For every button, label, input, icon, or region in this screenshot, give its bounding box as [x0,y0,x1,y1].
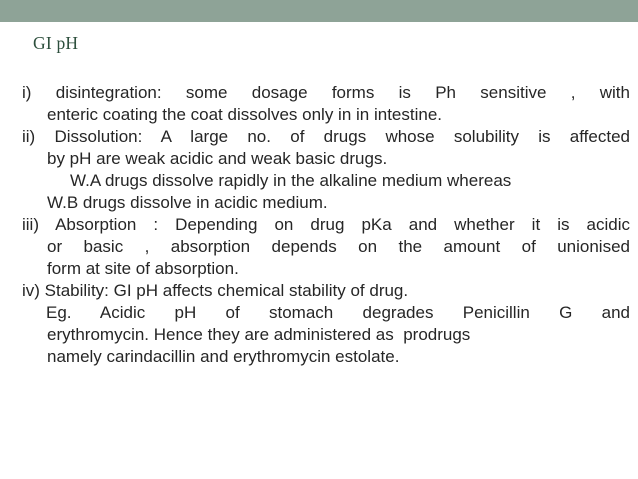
body-line: W.A drugs dissolve rapidly in the alkaline medium whereas [70,171,512,190]
body-line: enteric coating the coat dissolves only in in intestine. [47,105,443,124]
body-line: iii) Absorption : Depending on drug pKa and whether it is acidic [22,215,630,234]
body-line: form at site of absorption. [47,259,239,278]
body-line: W.B drugs dissolve in acidic medium. [47,193,328,212]
body-line: by pH are weak acidic and weak basic drugs. [47,149,388,168]
body-line: namely carindacillin and erythromycin estolate. [47,347,400,366]
body-line: ii) Dissolution: A large no. of drugs whose solubility is affected [22,127,630,146]
body-line: erythromycin. Hence they are administered as prodrugs [47,325,471,344]
body-line: iv) Stability: GI pH affects chemical stability of drug. [22,281,409,300]
slide-title: GI pH [33,33,79,53]
header-bar [0,0,638,22]
body-line: or basic , absorption depends on the amount of unionised [47,237,630,256]
body-line: Eg. Acidic pH of stomach degrades Penicillin G and [46,303,630,322]
slide-body [22,82,630,368]
body-line: i) disintegration: some dosage forms is Ph sensitive , with [22,83,630,102]
